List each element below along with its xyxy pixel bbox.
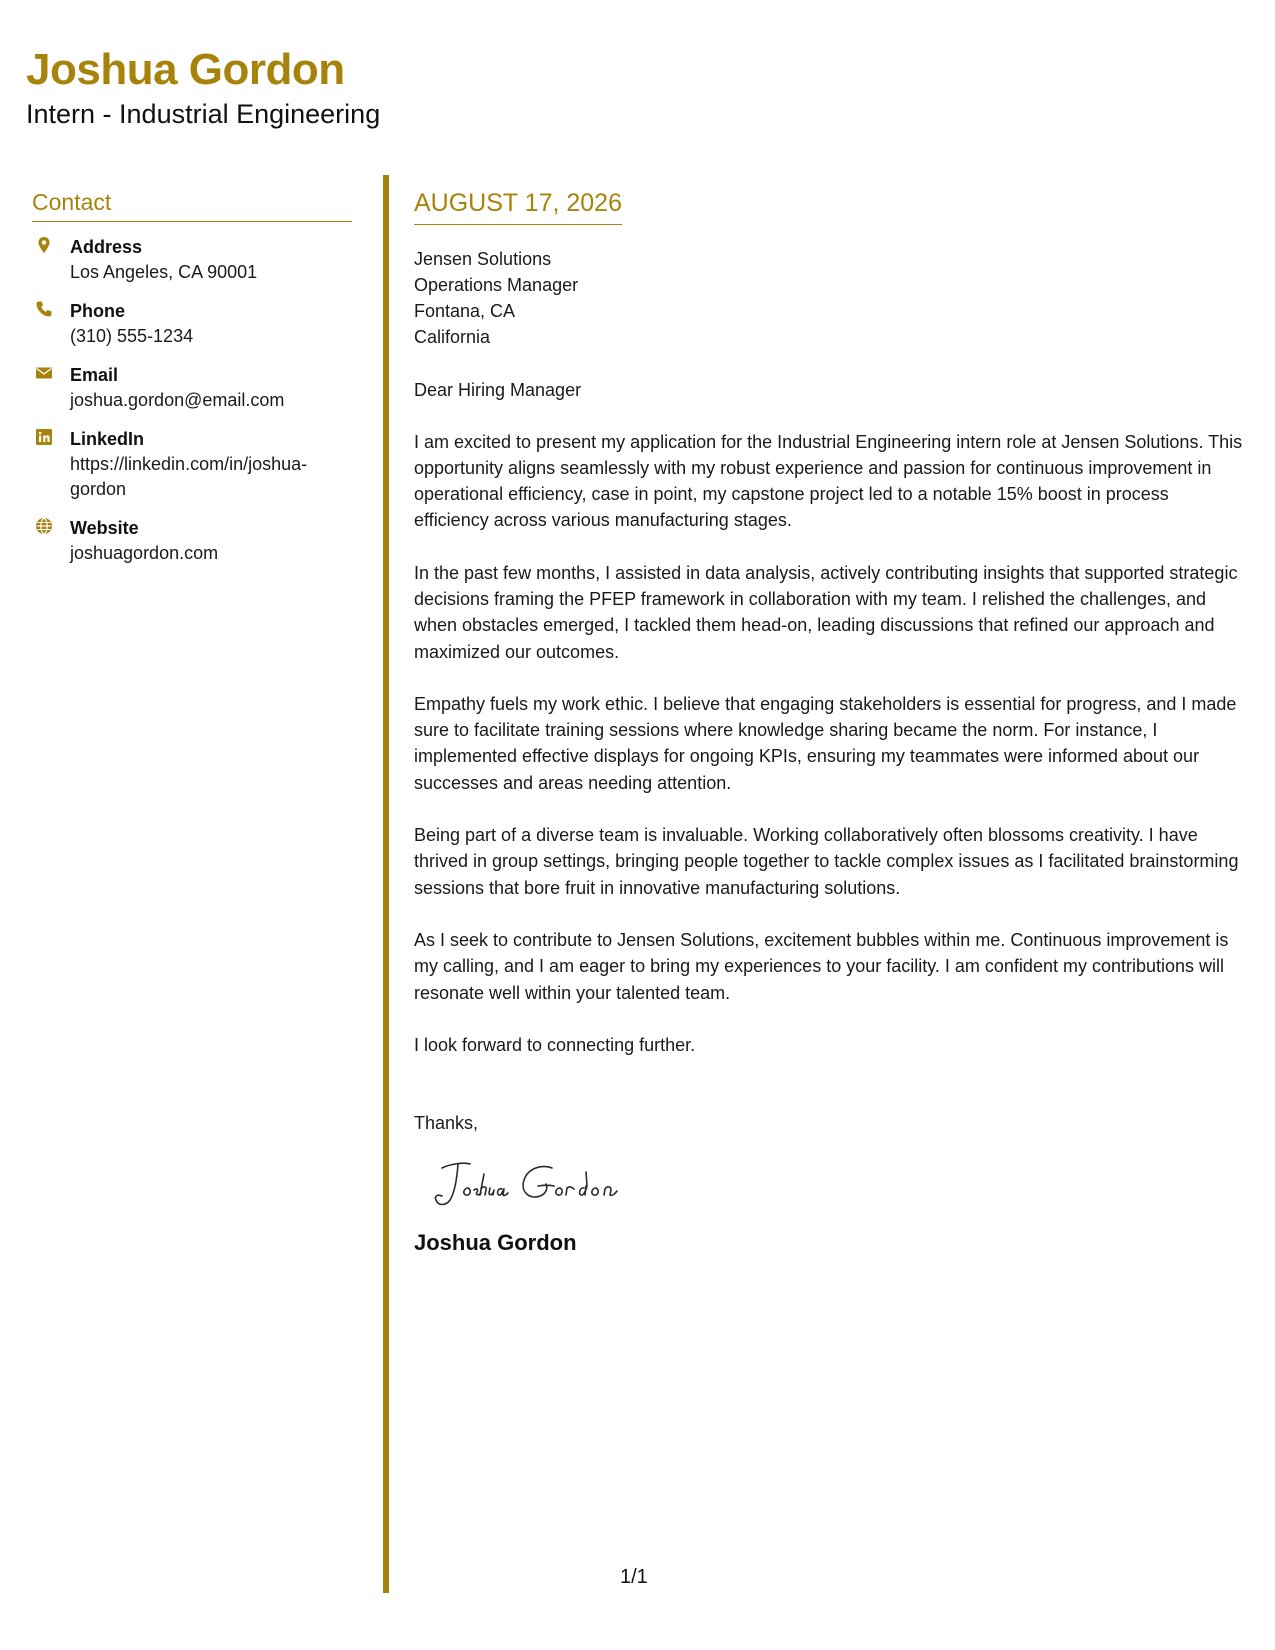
column-divider xyxy=(383,175,389,1593)
contact-sidebar xyxy=(32,190,352,579)
recipient-block xyxy=(414,246,1244,350)
recipient-state: California xyxy=(414,326,491,347)
contact-item-phone xyxy=(32,298,352,349)
recipient-company: Jensen Solutions xyxy=(414,248,552,269)
letter-date: AUGUST 17, 2026 xyxy=(414,190,622,225)
recipient-title: Operations Manager xyxy=(414,274,579,295)
phone-icon xyxy=(35,300,53,318)
letter-paragraph: Empathy fuels my work ethic. I believe that engaging stakeholders is essential for progress, and I made sure to facilitate training sessions where knowledge sharing became the norm. For instance, I implemented effective displays for ongoing KPIs, ensuring my teammates were informed about our successes and areas needing attention. xyxy=(414,693,1237,793)
candidate-name: Joshua Gordon xyxy=(26,45,345,94)
page-number: 1/1 xyxy=(620,1566,648,1588)
letter-paragraph: As I seek to contribute to Jensen Solutions, excitement bubbles within me. Continuous improvement is my calling, and I am eager to bring my experiences to your facility. I am confident my contributions will resonate well within your talented team. xyxy=(414,929,1229,1003)
globe-icon xyxy=(35,517,53,535)
handwritten-signature xyxy=(424,1158,664,1214)
letter-body xyxy=(414,190,1244,1256)
address-value: Los Angeles, CA 90001 xyxy=(70,262,258,283)
contact-list xyxy=(32,234,352,566)
contact-label: Website xyxy=(70,518,139,539)
email-value[interactable]: joshua.gordon@email.com xyxy=(70,390,285,411)
map-pin-icon xyxy=(35,236,53,254)
contact-item-website xyxy=(32,515,352,566)
contact-label: Phone xyxy=(70,301,126,322)
contact-heading: Contact xyxy=(32,190,352,222)
signer-name: Joshua Gordon xyxy=(414,1230,577,1256)
contact-item-address xyxy=(32,234,352,285)
candidate-role: Intern - Industrial Engineering xyxy=(26,99,381,129)
envelope-icon xyxy=(35,364,53,382)
letter-paragraph: Being part of a diverse team is invaluable. Working collaboratively often blossoms creativity. I have thrived in group settings, bringing people together to tackle complex issues as I facilitated brainstorming sessions that bore fruit in innovative manufacturing solutions. xyxy=(414,825,1239,898)
letter-paragraph: I am excited to present my application for the Industrial Engineering intern role at Jensen Solutions. This opportunity aligns seamlessly with my robust experience and passion for continuous improvement in operational efficiency, case in point, my capstone project led to a notable 15% boost in process efficiency across various manufacturing stages. xyxy=(414,431,1243,531)
closing: Thanks, xyxy=(414,1113,479,1134)
contact-label: Email xyxy=(70,365,119,386)
salutation: Dear Hiring Manager xyxy=(414,379,582,400)
contact-label: LinkedIn xyxy=(70,429,145,450)
letter-paragraph: I look forward to connecting further. xyxy=(414,1034,696,1055)
phone-value[interactable]: (310) 555-1234 xyxy=(70,326,194,347)
contact-label: Address xyxy=(70,237,143,258)
linkedin-value[interactable]: https://linkedin.com/in/joshua-gordon xyxy=(70,454,308,500)
letter-paragraph: In the past few months, I assisted in data analysis, actively contributing insights that supported strategic decisions framing the PFEP framework in collaboration with my team. I relished the challenges, and when obstacles emerged, I tackled them head-on, leading discussions that refined our approach and maximized our outcomes. xyxy=(414,562,1238,662)
recipient-city: Fontana, CA xyxy=(414,300,516,321)
contact-item-linkedin xyxy=(32,426,352,502)
website-value[interactable]: joshuagordon.com xyxy=(70,543,219,564)
linkedin-icon xyxy=(35,428,53,446)
contact-item-email xyxy=(32,362,352,413)
